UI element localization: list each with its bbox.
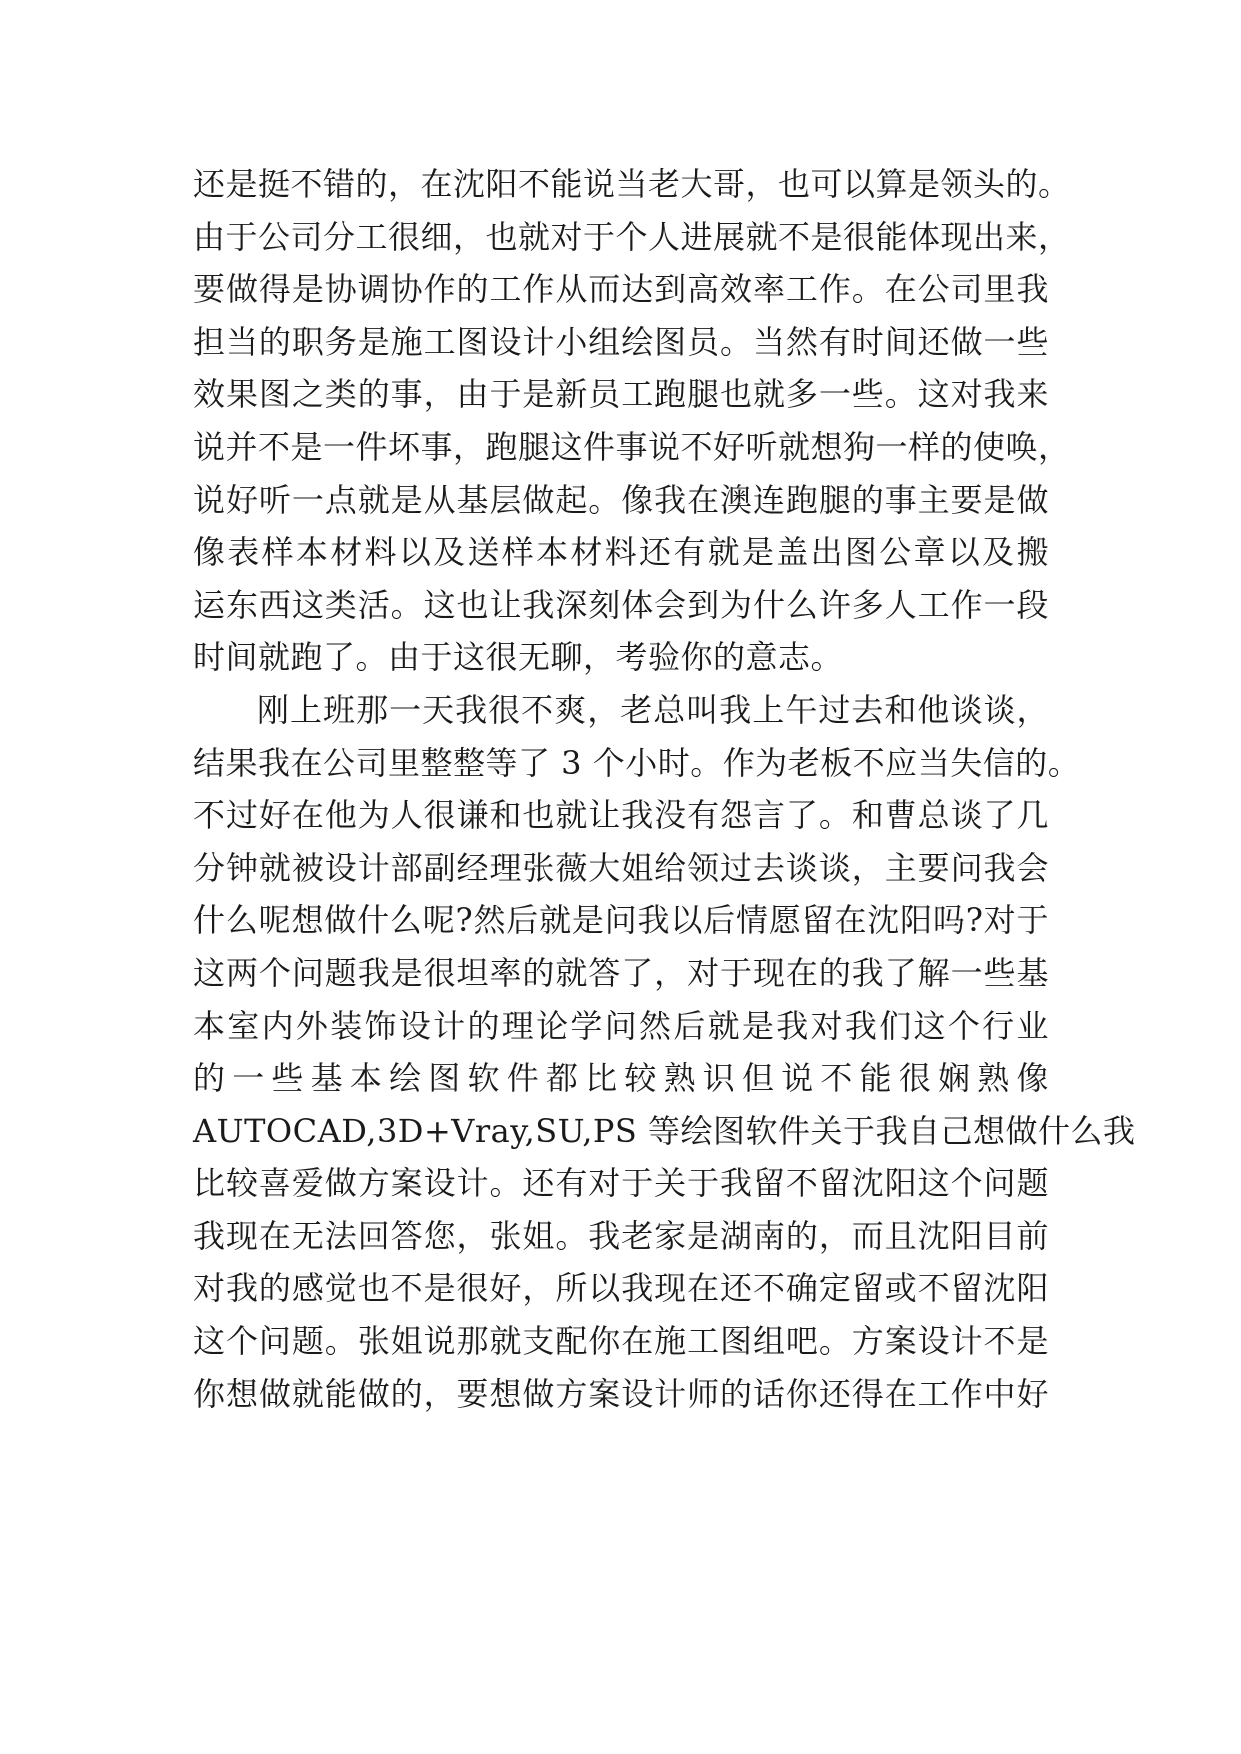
body-text	[193, 158, 1136, 1420]
text-line: 刚上班那一天我很不爽，老总叫我上午过去和他谈谈，	[257, 690, 1049, 729]
text-line: 什么呢想做什么呢?然后就是问我以后情愿留在沈阳吗?对于	[193, 901, 1049, 940]
text-line: 担当的职务是施工图设计小组绘图员。当然有时间还做一些	[193, 322, 1049, 361]
text-line: 的一些基本绘图软件都比较熟识但说不能很娴熟像	[193, 1059, 1049, 1098]
text-line: 时间就跑了。由于这很无聊，考验你的意志。	[193, 638, 844, 677]
text-line: 对我的感觉也不是很好，所以我现在还不确定留或不留沈阳	[193, 1269, 1049, 1308]
text-line: 像表样本材料以及送样本材料还有就是盖出图公章以及搬	[193, 533, 1049, 572]
text-line: 你想做就能做的，要想做方案设计师的话你还得在工作中好	[193, 1374, 1049, 1413]
text-line: 还是挺不错的，在沈阳不能说当老大哥，也可以算是领头的。	[193, 165, 1071, 203]
text-line: AUTOCAD,3D+Vray,SU,PS 等绘图软件关于我自己想做什么我	[193, 1111, 1136, 1150]
text-line: 这两个问题我是很坦率的就答了，对于现在的我了解一些基	[193, 953, 1049, 992]
text-line: 说并不是一件坏事，跑腿这件事说不好听就想狗一样的使唤，	[193, 427, 1071, 466]
text-line: 说好听一点就是从基层做起。像我在澳连跑腿的事主要是做	[193, 480, 1049, 519]
text-line: 运东西这类活。这也让我深刻体会到为什么许多人工作一段	[193, 585, 1049, 624]
text-line: 效果图之类的事，由于是新员工跑腿也就多一些。这对我来	[193, 375, 1049, 414]
text-line: 要做得是协调协作的工作从而达到高效率工作。在公司里我	[193, 270, 1049, 309]
text-line: 比较喜爱做方案设计。还有对于关于我留不留沈阳这个问题	[193, 1164, 1049, 1203]
text-line: 由于公司分工很细，也就对于个人进展就不是很能体现出来，	[193, 217, 1071, 256]
text-line: 我现在无法回答您，张姐。我老家是湖南的，而且沈阳目前	[193, 1216, 1049, 1255]
text-line: 不过好在他为人很谦和也就让我没有怨言了。和曹总谈了几	[193, 796, 1049, 835]
text-line: 这个问题。张姐说那就支配你在施工图组吧。方案设计不是	[193, 1322, 1049, 1361]
text-line: 分钟就被设计部副经理张薇大姐给领过去谈谈，主要问我会	[193, 848, 1049, 887]
text-line: 结果我在公司里整整等了 3 个小时。作为老板不应当失信的。	[193, 743, 1081, 782]
text-line: 本室内外装饰设计的理论学问然后就是我对我们这个行业	[193, 1006, 1049, 1045]
